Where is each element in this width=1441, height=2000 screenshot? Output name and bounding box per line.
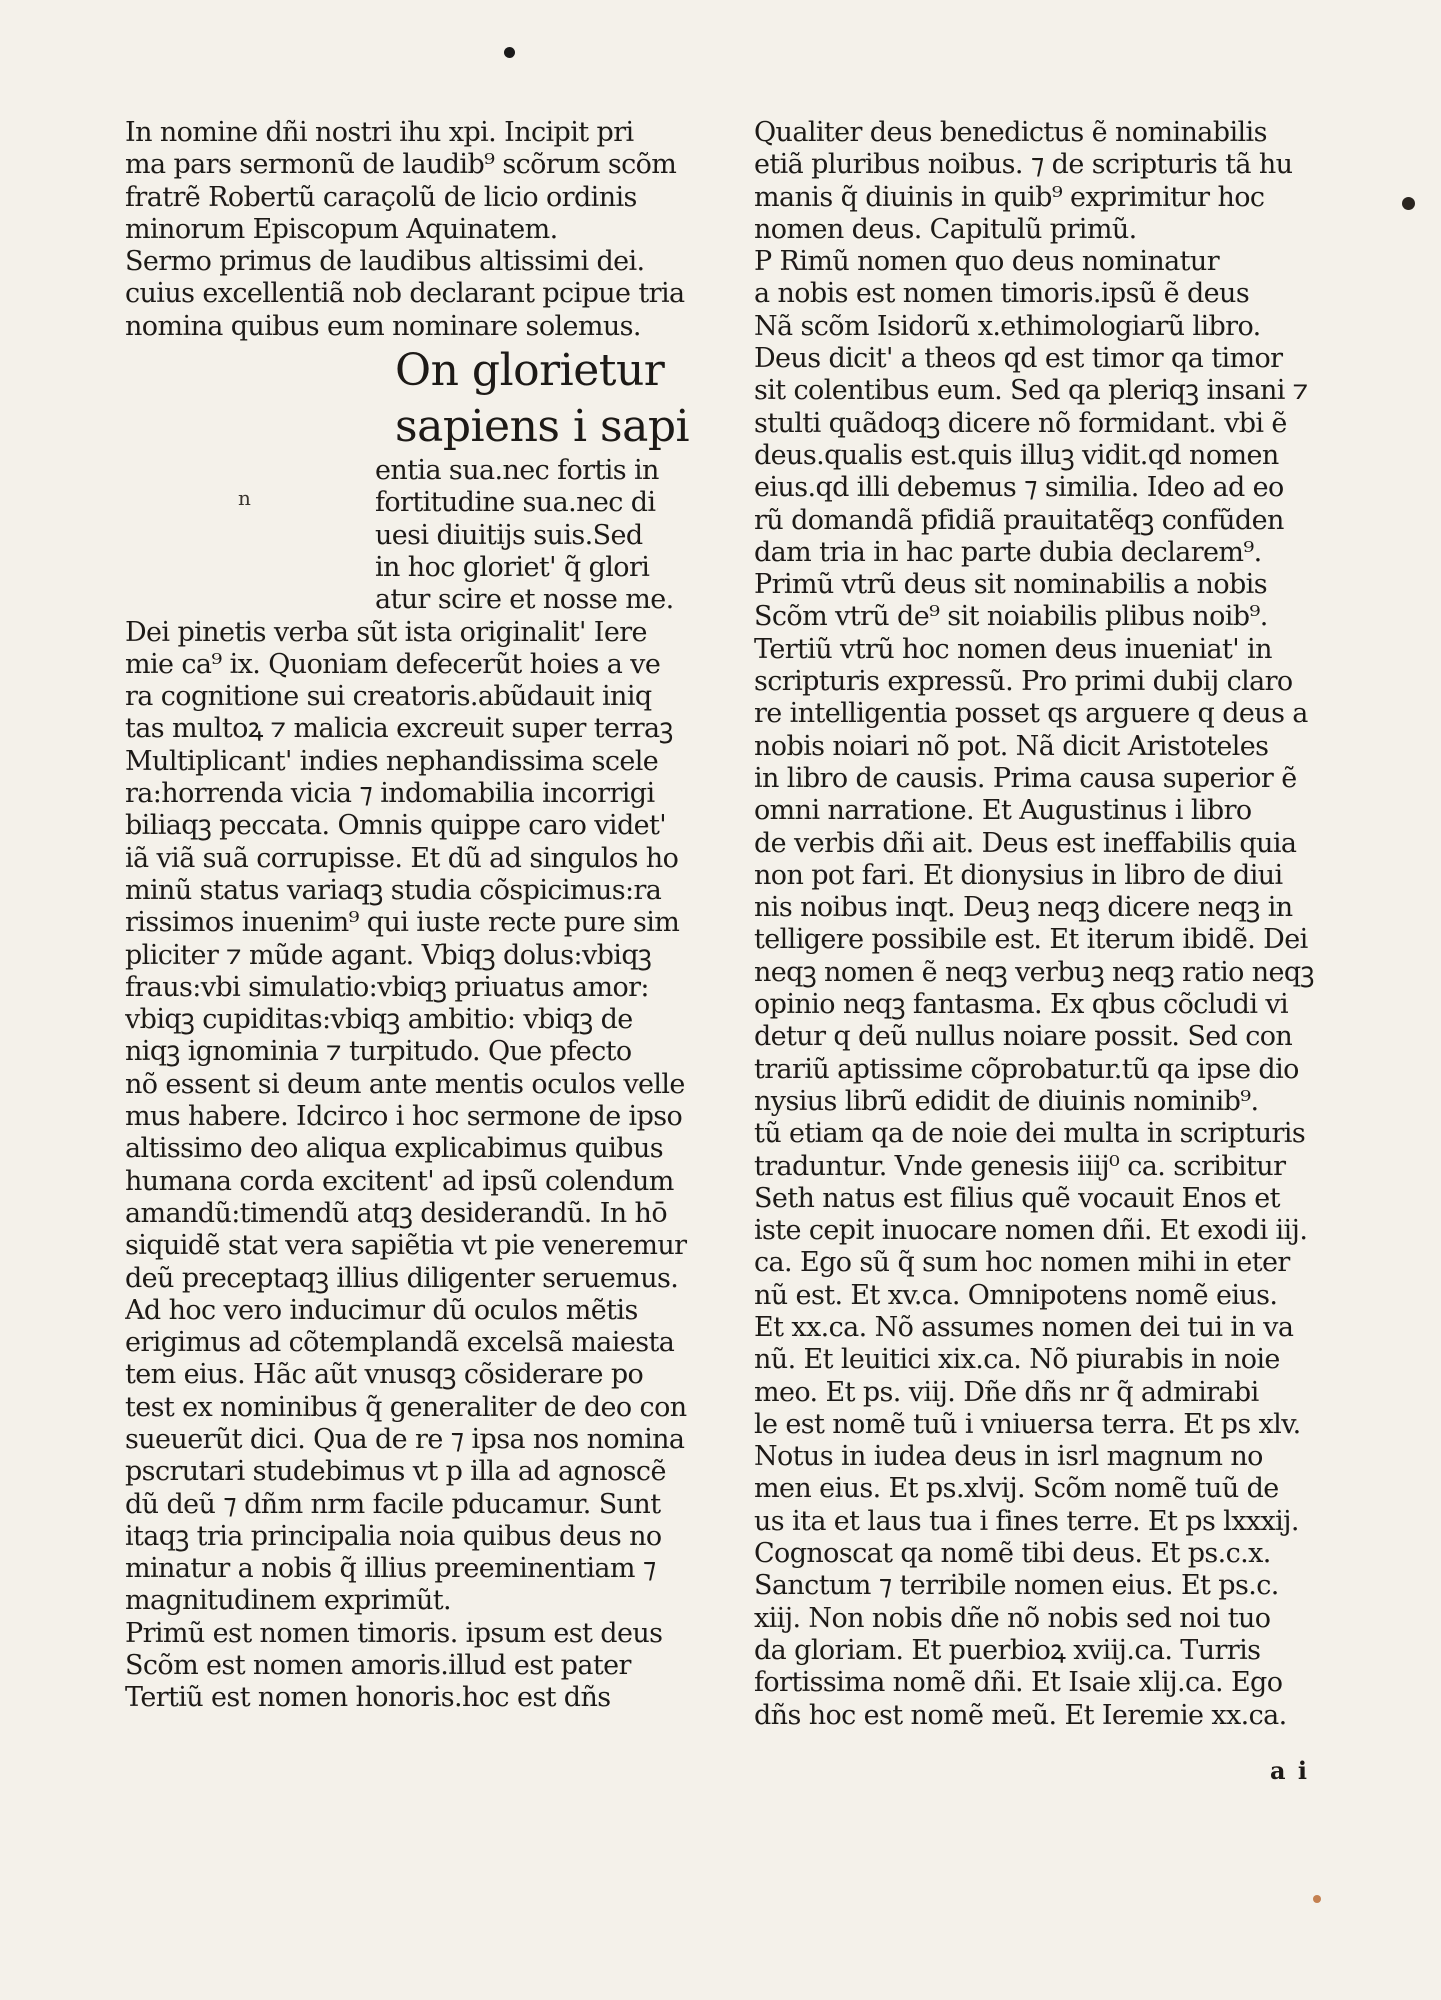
body-lines bbox=[754, 117, 1324, 1732]
text-line: xiij. Non nobis dñe nõ nobis sed noi tuo bbox=[754, 1602, 1271, 1634]
text-line: iã viã suã corrupisse. Et dũ ad singulos ho bbox=[125, 842, 679, 874]
guide-letter: n bbox=[238, 486, 251, 510]
text-line: in libro de causis. Prima causa superior ẽ bbox=[754, 762, 1297, 794]
text-line: rũ domandã pfidiã prauitatẽqꝫ confũden bbox=[754, 504, 1284, 536]
text-line: nysius librũ edidit de diuinis nominib⁹. bbox=[754, 1085, 1259, 1117]
text-line: On glorietur bbox=[395, 345, 665, 397]
heading-lines bbox=[125, 343, 690, 455]
text-line: sapiens i sapi bbox=[395, 401, 690, 453]
text-line: Et xx.ca. Nõ assumes nomen dei tui in va bbox=[754, 1311, 1294, 1343]
text-line: biliaqꝫ peccata. Omnis quippe caro videt' bbox=[125, 810, 667, 842]
text-line: men eius. Et ps.xlvij. Scõm nomẽ tuũ de bbox=[754, 1473, 1279, 1505]
text-line: ra cognitione sui creatoris.abũdauit iniq bbox=[125, 681, 652, 713]
intro-lines bbox=[125, 117, 690, 343]
text-line: tũ etiam qa de noie dei multa in scripturis bbox=[754, 1118, 1306, 1150]
text-line: traduntur. Vnde genesis iiij⁰ ca. scribitur bbox=[754, 1150, 1286, 1182]
text-line: Scõm vtrũ de⁹ sit noiabilis plibus noib⁹. bbox=[754, 601, 1268, 633]
text-line: da gloriam. Et puerbioꝝ xviij.ca. Turris bbox=[754, 1634, 1261, 1666]
text-line: fraus:vbi simulatio:vbiqꝫ priuatus amor: bbox=[125, 971, 649, 1003]
text-line: le est nomẽ tuũ i vniuersa terra. Et ps xlv. bbox=[754, 1408, 1301, 1440]
text-line: nomen deus. Capitulũ primũ. bbox=[754, 213, 1137, 245]
text-line: iste cepit inuocare nomen dñi. Et exodi iij. bbox=[754, 1215, 1308, 1247]
text-line: Deus dicit' a theos qd est timor qa timor bbox=[754, 343, 1283, 375]
text-line: sueuerũt dici. Qua de re ⁊ ipsa nos nomina bbox=[125, 1423, 685, 1455]
text-line: ca. Ego sũ q̃ sum hoc nomen mihi in eter bbox=[754, 1247, 1290, 1279]
text-line: Seth natus est filius quẽ vocauit Enos et bbox=[754, 1182, 1280, 1214]
text-line: Sanctum ⁊ terribile nomen eius. Et ps.c. bbox=[754, 1570, 1279, 1602]
text-line: magnitudinem exprimũt. bbox=[125, 1585, 451, 1617]
text-line: Primũ est nomen timoris. ipsum est deus bbox=[125, 1617, 663, 1649]
text-line: stulti quãdoqꝫ dicere nõ formidant. vbi ẽ bbox=[754, 407, 1287, 439]
text-line: scripturis expressũ. Pro primi dubij claro bbox=[754, 666, 1293, 698]
ink-mark bbox=[504, 47, 515, 58]
text-line: dam tria in hac parte dubia declarem⁹. bbox=[754, 536, 1262, 568]
text-line: nis noibus inqt. Deuꝫ neqꝫ dicere neqꝫ in bbox=[754, 892, 1293, 924]
text-line: test ex nominibus q̃ generaliter de deo con bbox=[125, 1391, 687, 1423]
text-line: cuius excellentiã nob declarant pcipue tria bbox=[125, 278, 685, 310]
text-line: P Rimũ nomen quo deus nominatur bbox=[754, 246, 1220, 278]
text-line: Cognoscat qa nomẽ tibi deus. Et ps.c.x. bbox=[754, 1538, 1271, 1570]
text-line: omni narratione. Et Augustinus i libro bbox=[754, 795, 1252, 827]
text-line: mie ca⁹ ix. Quoniam defecerũt hoies a ve bbox=[125, 648, 661, 680]
text-line: niqꝫ ignominia ⁊ turpitudo. Que pfecto bbox=[125, 1036, 632, 1068]
text-line: Primũ vtrũ deus sit nominabilis a nobis bbox=[754, 569, 1267, 601]
text-line: ma pars sermonũ de laudib⁹ scõrum scõm bbox=[125, 149, 677, 181]
body-lines bbox=[125, 617, 690, 1715]
ink-mark bbox=[1402, 197, 1415, 210]
text-line: Notus in iudea deus in isrl magnum no bbox=[754, 1441, 1263, 1473]
text-line: neqꝫ nomen ẽ neqꝫ verbuꝫ neqꝫ ratio neqꝫ bbox=[754, 956, 1314, 988]
text-line: ra:horrenda vicia ⁊ indomabilia incorrigi bbox=[125, 778, 655, 810]
text-line: eius.qd illi debemus ⁊ similia. Ideo ad eo bbox=[754, 472, 1284, 504]
text-line: manis q̃ diuinis in quib⁹ exprimitur hoc bbox=[754, 181, 1265, 213]
text-line: Qualiter deus benedictus ẽ nominabilis bbox=[754, 117, 1267, 148]
text-line: uesi diuitijs suis.Sed bbox=[375, 519, 643, 551]
indented-lines bbox=[125, 455, 690, 616]
text-line: non pot fari. Et dionysius in libro de diui bbox=[754, 859, 1283, 891]
text-line: minũ status variaqꝫ studia cõspicimus:ra bbox=[125, 874, 662, 906]
text-line: Multiplicant' indies nephandissima scele bbox=[125, 745, 659, 777]
text-line: meo. Et ps. viij. Dñe dñs nr q̃ admirabi bbox=[754, 1376, 1259, 1408]
text-line: minatur a nobis q̃ illius preeminentiam ⁊ bbox=[125, 1553, 656, 1585]
text-line: itaqꝫ tria principalia noia quibus deus no bbox=[125, 1520, 662, 1552]
right-column bbox=[754, 117, 1324, 1732]
text-line: in hoc gloriet' q̃ glori bbox=[375, 551, 650, 583]
text-line: detur q deũ nullus noiare possit. Sed con bbox=[754, 1021, 1293, 1053]
text-line: pscrutari studebimus vt p illa ad agnoscẽ bbox=[125, 1456, 666, 1488]
text-line: vbiqꝫ cupiditas:vbiqꝫ ambitio: vbiqꝫ de bbox=[125, 1004, 633, 1036]
text-line: etiã pluribus noibus. ⁊ de scripturis tã hu bbox=[754, 149, 1293, 181]
text-line: re intelligentia posset qs arguere q deus a bbox=[754, 698, 1308, 730]
text-line: telligere possibile est. Et iterum ibidẽ. Dei bbox=[754, 924, 1308, 956]
text-line: nomina quibus eum nominare solemus. bbox=[125, 310, 641, 342]
text-line: us ita et laus tua i fines terre. Et ps lxxxij. bbox=[754, 1505, 1299, 1537]
text-line: Scõm est nomen amoris.illud est pater bbox=[125, 1650, 631, 1682]
text-line: minorum Episcopum Aquinatem. bbox=[125, 213, 558, 245]
text-line: siquidẽ stat vera sapiẽtia vt pie veneremur bbox=[125, 1230, 687, 1262]
text-line: Ad hoc vero inducimur dũ oculos mẽtis bbox=[125, 1294, 638, 1326]
text-line: tem eius. Hãc aũt vnusqꝫ cõsiderare po bbox=[125, 1359, 644, 1391]
text-line: altissimo deo aliqua explicabimus quibus bbox=[125, 1133, 663, 1165]
text-line: pliciter ⁊ mũde agant. Vbiqꝫ dolus:vbiqꝫ bbox=[125, 939, 652, 971]
text-line: dũ deũ ⁊ dñm nrm facile pducamur. Sunt bbox=[125, 1488, 661, 1520]
signature-mark: a i bbox=[1270, 1756, 1310, 1785]
text-line: atur scire et nosse me. bbox=[375, 584, 674, 616]
text-line: amandũ:timendũ atqꝫ desiderandũ. In hō bbox=[125, 1197, 668, 1229]
text-line: rissimos inuenim⁹ qui iuste recte pure sim bbox=[125, 907, 680, 939]
text-line: erigimus ad cõtemplandã excelsã maiesta bbox=[125, 1327, 675, 1359]
text-line: a nobis est nomen timoris.ipsũ ẽ deus bbox=[754, 278, 1250, 310]
text-line: fortitudine sua.nec di bbox=[375, 487, 656, 519]
text-line: Tertiũ vtrũ hoc nomen deus inueniat' in bbox=[754, 633, 1272, 665]
text-line: Tertiũ est nomen honoris.hoc est dñs bbox=[125, 1682, 611, 1714]
text-line: nũ. Et leuitici xix.ca. Nõ piurabis in noie bbox=[754, 1344, 1280, 1376]
text-line: fortissima nomẽ dñi. Et Isaie xlij.ca. Ego bbox=[754, 1667, 1283, 1699]
text-line: nobis noiari nõ pot. Nã dicit Aristoteles bbox=[754, 730, 1269, 762]
text-line: Nã scõm Isidorũ x.ethimologiarũ libro. bbox=[754, 310, 1261, 342]
text-line: de verbis dñi ait. Deus est ineffabilis quia bbox=[754, 827, 1297, 859]
text-line: sit colentibus eum. Sed qa pleriqꝫ insani ⁊ bbox=[754, 375, 1308, 407]
text-line: mus habere. Idcirco i hoc sermone de ipso bbox=[125, 1101, 683, 1133]
text-line: In nomine dñi nostri ihu xpi. Incipit pri bbox=[125, 117, 634, 148]
text-line: tas multoꝝ ⁊ malicia excreuit super terraꝫ bbox=[125, 713, 673, 745]
text-line: trariũ aptissime cõprobatur.tũ qa ipse dio bbox=[754, 1053, 1299, 1085]
text-line: nõ essent si deum ante mentis oculos velle bbox=[125, 1068, 685, 1100]
text-line: deus.qualis est.quis illuꝫ vidit.qd nomen bbox=[754, 439, 1279, 471]
text-line: fratrẽ Robertũ caraçolũ de licio ordinis bbox=[125, 181, 637, 213]
text-line: nũ est. Et xv.ca. Omnipotens nomẽ eius. bbox=[754, 1279, 1278, 1311]
text-line: dñs hoc est nomẽ meũ. Et Ieremie xx.ca. bbox=[754, 1699, 1287, 1731]
text-line: Sermo primus de laudibus altissimi dei. bbox=[125, 246, 645, 278]
text-line: Dei pinetis verba sũt ista originalit' Iere bbox=[125, 616, 647, 648]
text-line: entia sua.nec fortis in bbox=[375, 455, 659, 487]
text-line: humana corda excitent' ad ipsũ colendum bbox=[125, 1165, 674, 1197]
foxing-spot bbox=[1313, 1895, 1321, 1903]
text-line: deũ preceptaqꝫ illius diligenter seruemus. bbox=[125, 1262, 679, 1294]
text-line: opinio neqꝫ fantasma. Ex qbus cõcludi vi bbox=[754, 989, 1289, 1021]
left-column bbox=[125, 117, 690, 1715]
